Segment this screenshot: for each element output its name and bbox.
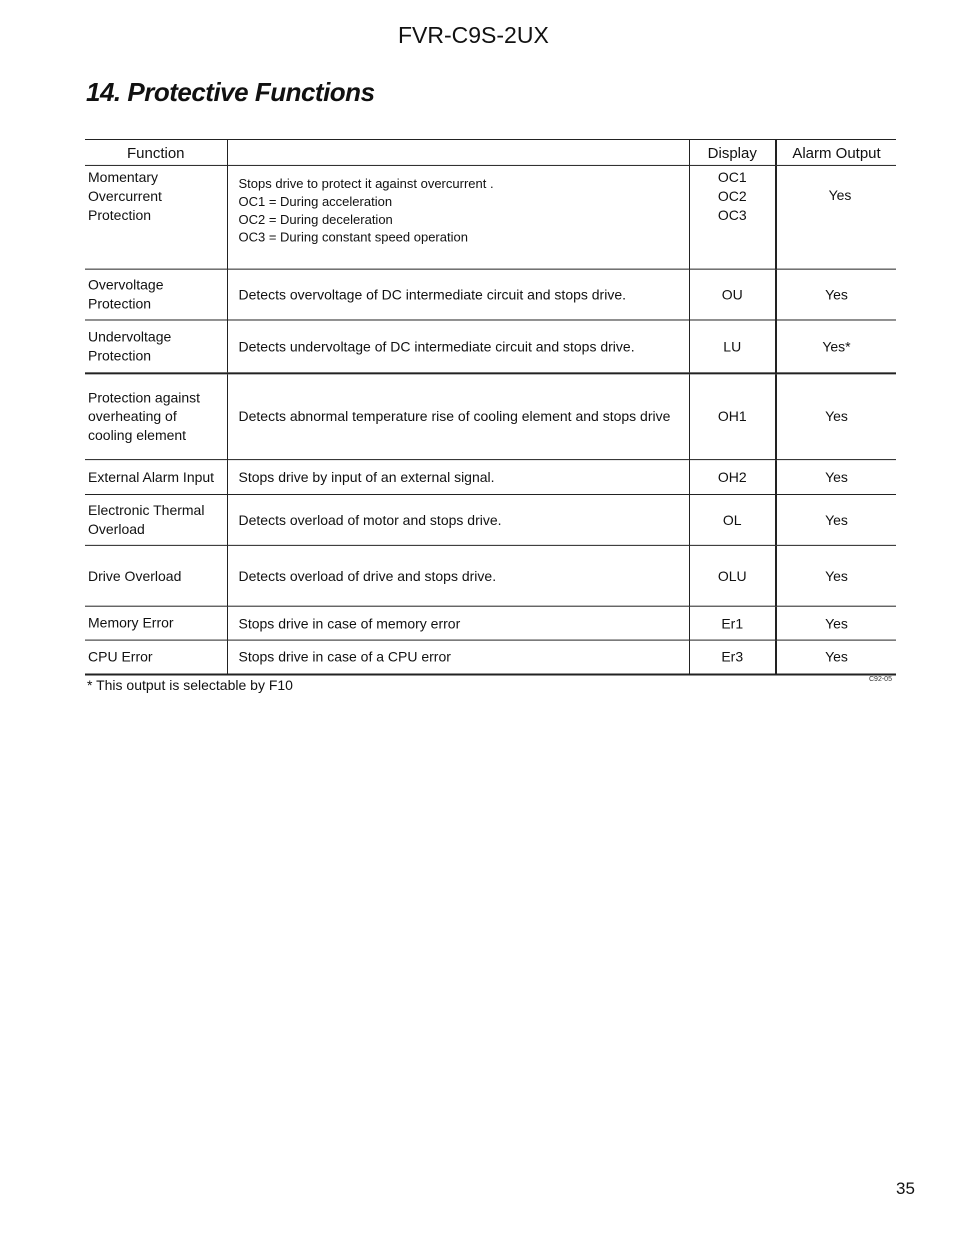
display-cell: OH1 <box>689 373 776 460</box>
display-cell: OLU <box>689 545 776 606</box>
function-cell: Momentary Overcurrent Protection <box>85 165 227 269</box>
description-cell: Detects overload of drive and stops drive. <box>227 545 689 606</box>
table-header-row <box>85 139 896 165</box>
description-cell: Detects overvoltage of DC intermediate circuit and stops drive. <box>227 269 689 320</box>
function-cell: Overvoltage Protection <box>85 269 227 320</box>
alarm-output-cell: Yes <box>776 606 896 640</box>
table-row <box>85 606 896 640</box>
description-cell: Stops drive in case of memory error <box>227 606 689 640</box>
figure-code: C92-05 <box>869 676 892 683</box>
column-header-description <box>227 139 689 165</box>
description-cell: Stops drive in case of a CPU error <box>227 640 689 674</box>
description-cell: Detects abnormal temperature rise of cooling element and stops drive <box>227 373 689 460</box>
display-cell: LU <box>689 320 776 373</box>
description-cell: Detects undervoltage of DC intermediate circuit and stops drive. <box>227 320 689 373</box>
function-cell: CPU Error <box>85 640 227 674</box>
table-row <box>85 320 896 373</box>
protective-functions-table <box>85 139 896 675</box>
function-cell: Memory Error <box>85 606 227 640</box>
column-header-function: Function <box>85 139 227 165</box>
function-cell: External Alarm Input <box>85 460 227 495</box>
section-title: 14. Protective Functions <box>86 77 375 107</box>
display-cell: Er1 <box>689 606 776 640</box>
alarm-output-cell: Yes* <box>776 320 896 373</box>
model-name: FVR-C9S-2UX <box>398 22 549 48</box>
display-cell: Er3 <box>689 640 776 674</box>
display-cell: OL <box>689 495 776 546</box>
footnote: * This output is selectable by F10 <box>87 677 293 693</box>
table-row <box>85 495 896 546</box>
function-cell: Electronic Thermal Overload <box>85 495 227 546</box>
alarm-output-cell: Yes <box>776 460 896 495</box>
table-row <box>85 545 896 606</box>
table-row <box>85 640 896 674</box>
description-cell: Detects overload of motor and stops drive. <box>227 495 689 546</box>
function-cell: Undervoltage Protection <box>85 320 227 373</box>
alarm-output-cell: Yes <box>776 373 896 460</box>
display-cell: OH2 <box>689 460 776 495</box>
table-row <box>85 460 896 495</box>
display-cell: OC1 OC2 OC3 <box>689 165 776 269</box>
column-header-display: Display <box>689 139 776 165</box>
function-cell: Protection against overheating of cooling element <box>85 373 227 460</box>
table-row <box>85 373 896 460</box>
alarm-output-cell: Yes <box>776 165 896 269</box>
alarm-output-cell: Yes <box>776 640 896 674</box>
page-number: 35 <box>896 1179 915 1198</box>
alarm-output-cell: Yes <box>776 495 896 546</box>
table-row <box>85 165 896 269</box>
column-header-alarm-output: Alarm Output <box>776 139 896 165</box>
description-cell: Stops drive to protect it against overcurrent . OC1 = During acceleration OC2 = During deceleration OC3 = During constant speed operation <box>227 165 689 269</box>
alarm-output-cell: Yes <box>776 269 896 320</box>
display-cell: OU <box>689 269 776 320</box>
function-cell: Drive Overload <box>85 545 227 606</box>
alarm-output-cell: Yes <box>776 545 896 606</box>
description-cell: Stops drive by input of an external signal. <box>227 460 689 495</box>
table-row <box>85 269 896 320</box>
